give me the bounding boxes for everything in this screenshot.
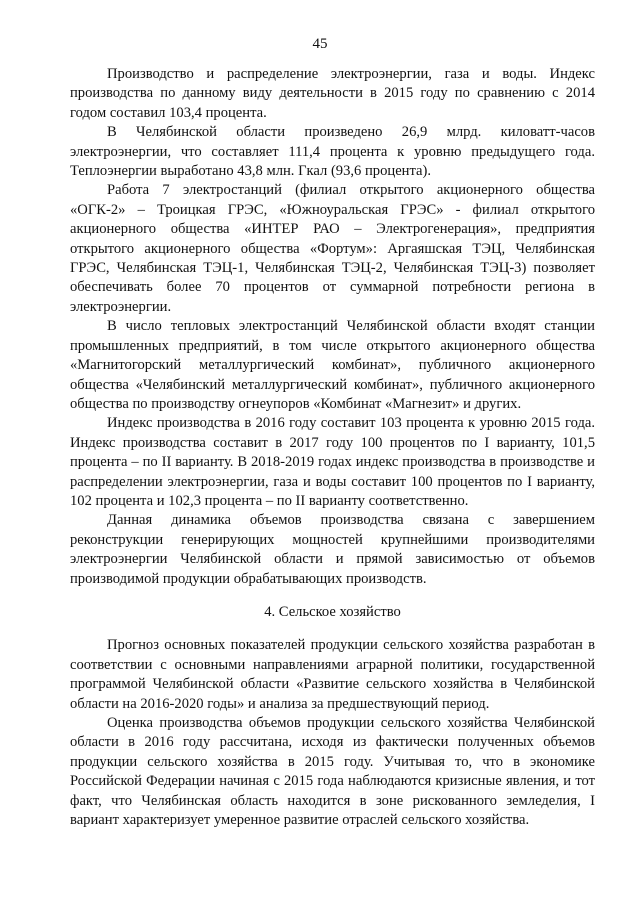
page-number: 45	[312, 36, 328, 52]
paragraph-dynamics: Данная динамика объемов производства связана с завершением реконструкции генерирующих мощностей крупнейшими производителями электроэнергии Челябинской области и прямой зависимостью от объемов производимой продукции обрабатывающих производств.	[70, 512, 595, 587]
paragraph-industrial-stations: В число тепловых электростанций Челябинской области входят станции промышленных предприятий, в том числе открытого акционерного общества «Магнитогорский металлургический комбинат», публичного акционерного общества «Челябинский металлургический комбинат», публичного акционерного общества по производству огнеупоров «Комбинат «Магнезит» и других.	[70, 318, 595, 412]
page-content	[70, 65, 595, 830]
paragraph-energy-index: Производство и распределение электроэнергии, газа и воды. Индекс производства по данному виду деятельности в 2015 году по сравнению с 2014 годом составил 103,4 процента.	[70, 66, 595, 121]
section-heading: 4. Сельское хозяйство	[264, 603, 401, 620]
paragraph-agriculture-forecast: Прогноз основных показателей продукции сельского хозяйства разработан в соответствии с основными направлениями аграрной политики, государственной программой Челябинской области «Развитие сельского хозяйства в Челябинской области на 2016-2020 годы» и анализа за предшествующий период.	[70, 637, 595, 712]
paragraph-agriculture-estimate: Оценка производства объемов продукции сельского хозяйства Челябинской области в 2016 году рассчитана, исходя из фактически полученных объемов продукции сельского хозяйства в 2015 году. Учитывая то, что в экономике Российской Федерации начиная с 2015 года наблюдаются кризисные явления, и тот факт, что Челябинская область находится в зоне рискованного земледелия, I вариант характеризует умеренное развитие отраслей сельского хозяйства.	[70, 715, 595, 829]
paragraph-energy-output: В Челябинской области произведено 26,9 млрд. киловатт-часов электроэнергии, что составляет 111,4 процента к уровню предыдущего года. Теплоэнергии выработано 43,8 млн. Гкал (93,6 процента).	[70, 124, 595, 180]
paragraph-production-forecast: Индекс производства в 2016 году составит 103 процента к уровню 2015 года. Индекс производства составит в 2017 году 100 процентов по I варианту, 101,5 процента – по II варианту. В 2018-2019 годах индекс производства в производстве и распределении электроэнергии, газа и воды составит 100 процентов по I варианту, 102 процента и 102,3 процента – по II варианту соответственно.	[70, 415, 595, 509]
paragraph-power-plants: Работа 7 электростанций (филиал открытого акционерного общества «ОГК-2» – Троицкая ГРЭС, «Южноуральская ГРЭС» - филиал открытого акционерного общества «ИНТЕР РАО – Электрогенерация», предприятия открытого акционерного общества «Фортум»: Аргаяшская ТЭЦ, Челябинская ГРЭС, Челябинская ТЭЦ-1, Челябинская ТЭЦ-2, Челябинская ТЭЦ-3) позволяет обеспечивать более 70 процентов от суммарной потребности региона в электроэнергии.	[70, 182, 595, 315]
